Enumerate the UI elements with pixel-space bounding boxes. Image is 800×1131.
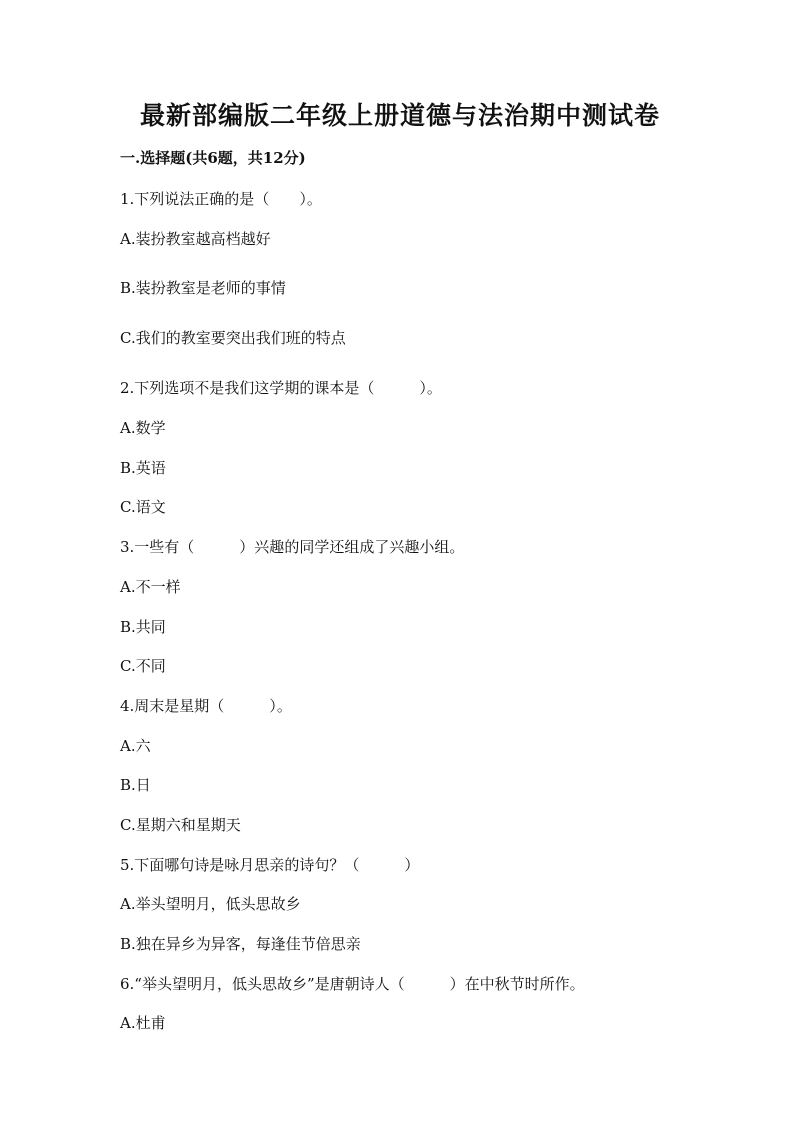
answer-option: C.星期六和星期天 <box>120 816 241 834</box>
question-stem: 2.下列选项不是我们这学期的课本是（ ）。 <box>120 379 442 397</box>
answer-option: A.六 <box>120 737 151 755</box>
answer-option: A.杜甫 <box>120 1014 166 1032</box>
answer-option: C.不同 <box>120 657 166 675</box>
answer-option: B.共同 <box>120 618 166 636</box>
answer-option: A.装扮教室越高档越好 <box>120 230 271 248</box>
question-stem: 3.一些有（ ）兴趣的同学还组成了兴趣小组。 <box>120 538 465 556</box>
question-stem: 4.周末是星期（ ）。 <box>120 697 292 715</box>
question-stem: 6.“举头望明月，低头思故乡”是唐朝诗人（ ）在中秋节时所作。 <box>120 975 585 993</box>
answer-option: C.我们的教室要突出我们班的特点 <box>120 329 346 347</box>
question-stem: 5.下面哪句诗是咏月思亲的诗句？（ ） <box>120 856 420 874</box>
answer-option: B.装扮教室是老师的事情 <box>120 279 286 297</box>
answer-option: A.数学 <box>120 419 166 437</box>
answer-option: A.举头望明月，低头思故乡 <box>120 895 301 913</box>
section-heading: 一.选择题(共6题，共12分) <box>120 149 306 167</box>
answer-option: B.英语 <box>120 459 166 477</box>
question-stem: 1.下列说法正确的是（ ）。 <box>120 190 322 208</box>
page-title: 最新部编版二年级上册道德与法治期中测试卷 <box>139 101 660 130</box>
answer-option: B.日 <box>120 776 151 794</box>
answer-option: C.语文 <box>120 498 166 516</box>
answer-option: A.不一样 <box>120 578 181 596</box>
answer-option: B.独在异乡为异客，每逢佳节倍思亲 <box>120 935 361 953</box>
